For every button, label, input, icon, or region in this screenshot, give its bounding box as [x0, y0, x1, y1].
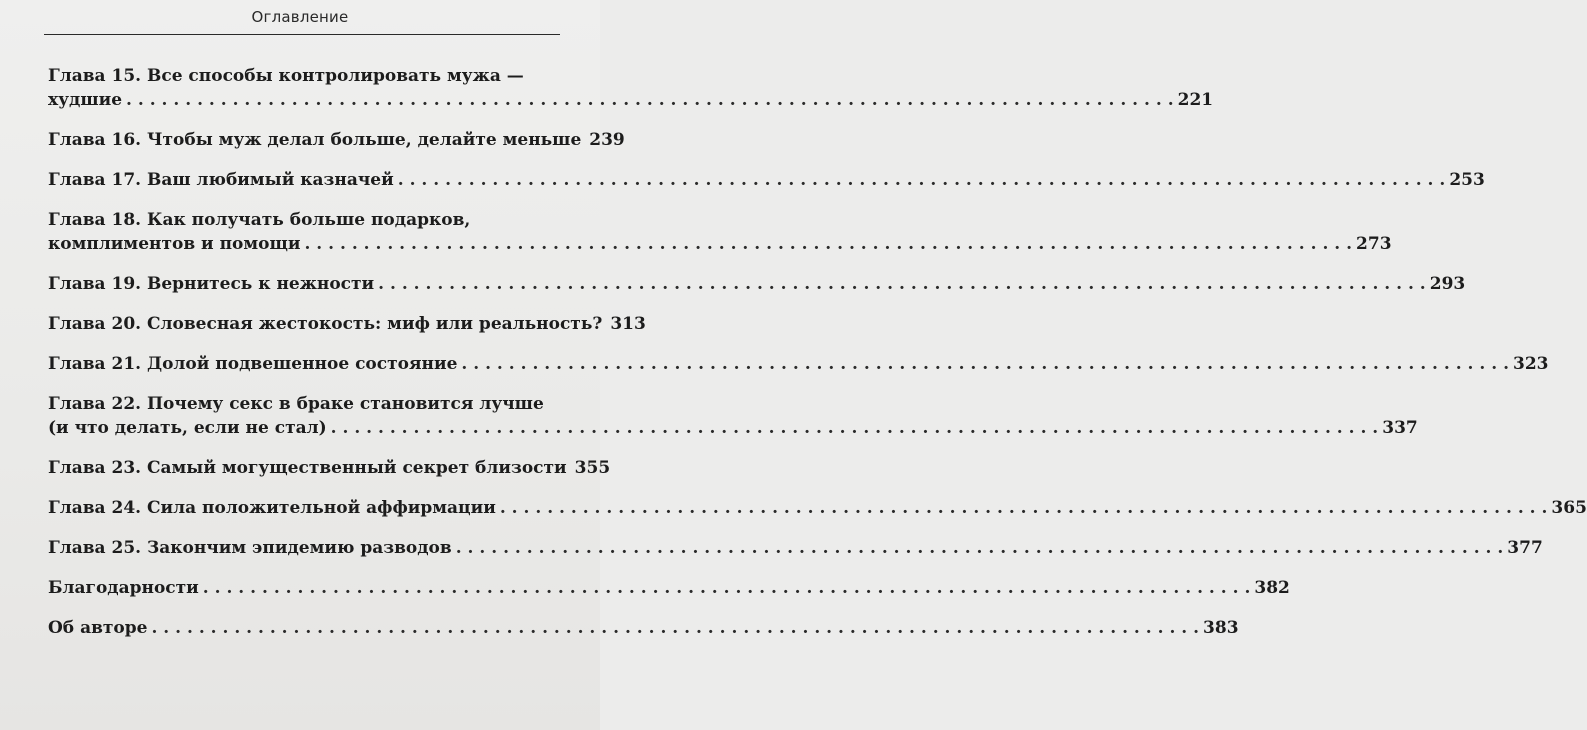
page-number: 313 — [610, 314, 646, 334]
running-title: Оглавление — [251, 8, 349, 26]
toc-entry-about-author — [48, 616, 1239, 640]
toc-entry-chapter-19 — [48, 272, 1466, 296]
toc-entry-title-line: Глава 20. Словесная жестокость: миф или реальность? — [48, 314, 603, 334]
toc-entry-chapter-18 — [48, 208, 1392, 256]
toc-entry-title-line: комплиментов и помощи — [48, 234, 301, 254]
page-number: 377 — [1507, 538, 1543, 558]
header-rule — [44, 34, 560, 35]
toc-entry-title-line: Об авторе — [48, 618, 148, 638]
toc-entry-title-line: Благодарности — [48, 578, 199, 598]
page-number: 273 — [1356, 234, 1392, 254]
toc-entry-chapter-22 — [48, 392, 1418, 440]
dot-leader — [331, 416, 1379, 440]
toc-entry-title-line: Глава 19. Вернитесь к нежности — [48, 274, 375, 294]
page-number: 382 — [1254, 578, 1290, 598]
page-number: 239 — [589, 130, 625, 150]
table-of-contents — [48, 64, 1587, 656]
page-number: 253 — [1449, 170, 1485, 190]
toc-entry-chapter-15 — [48, 64, 1214, 112]
dot-leader — [398, 168, 1446, 192]
dot-leader — [461, 352, 1509, 376]
toc-entry-chapter-16 — [48, 128, 625, 152]
dot-leader — [456, 536, 1504, 560]
page-number: 383 — [1203, 618, 1239, 638]
dot-leader — [151, 616, 1199, 640]
page-number: 323 — [1513, 354, 1549, 374]
toc-entry-chapter-20 — [48, 312, 646, 336]
toc-entry-acknowledgements — [48, 576, 1290, 600]
toc-entry-chapter-17 — [48, 168, 1485, 192]
toc-entry-chapter-24 — [48, 496, 1587, 520]
toc-entry-title-line: Глава 16. Чтобы муж делал больше, делайте меньше — [48, 130, 582, 150]
toc-entry-title-line: Глава 17. Ваш любимый казначей — [48, 170, 394, 190]
toc-entry-title-line: Глава 25. Закончим эпидемию разводов — [48, 538, 452, 558]
toc-entry-title-line: Глава 18. Как получать больше подарков, — [48, 210, 471, 230]
toc-entry-title-line: Глава 21. Долой подвешенное состояние — [48, 354, 458, 374]
toc-entry-chapter-21 — [48, 352, 1549, 376]
toc-entry-title-line: худшие — [48, 90, 123, 110]
dot-leader — [500, 496, 1548, 520]
toc-entry-chapter-25 — [48, 536, 1543, 560]
dot-leader — [203, 576, 1251, 600]
page-number: 355 — [574, 458, 611, 478]
page-number: 221 — [1177, 90, 1214, 110]
toc-entry-title-line: Глава 22. Почему секс в браке становится лучше — [48, 394, 544, 414]
page-number: 337 — [1382, 418, 1418, 438]
toc-entry-title-line: Глава 24. Сила положительной аффирмации — [48, 498, 496, 518]
page-number: 365 — [1551, 498, 1587, 518]
dot-leader — [304, 232, 1352, 256]
dot-leader — [126, 88, 1174, 112]
toc-entry-title-line: Глава 15. Все способы контролировать мужа — — [48, 66, 524, 86]
dot-leader — [378, 272, 1426, 296]
toc-entry-title-line: (и что делать, если не стал) — [48, 418, 327, 438]
toc-entry-title-line: Глава 23. Самый могущественный секрет близости — [48, 458, 567, 478]
page-number: 293 — [1429, 274, 1466, 294]
toc-entry-chapter-23 — [48, 456, 611, 480]
